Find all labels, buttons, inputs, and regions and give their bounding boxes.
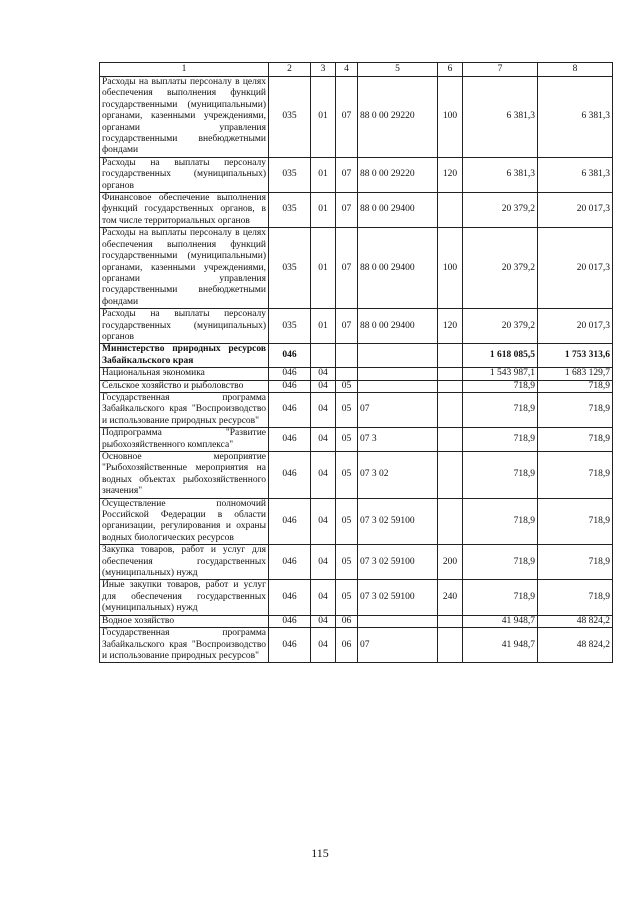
row-name-cell: Водное хозяйство (100, 615, 269, 627)
row-name-cell: Государственная программа Забайкальского края "Воспроизводство и использование природных ресурсов" (100, 392, 269, 427)
subsection-code-cell (336, 368, 358, 380)
row-name-cell: Осуществление полномочий Российской Федерации в области организации, регулирования и охраны водных биологических ресурсов (100, 498, 269, 545)
row-name-cell: Расходы на выплаты персоналу в целях обеспечения выполнения функций государственными (муниципальными) органами, казенными учреждениями, органами управления государственными внебюджетными фондами (100, 228, 269, 309)
amount-year1-cell: 6 381,3 (463, 157, 538, 192)
expense-type-cell (438, 452, 463, 499)
admin-code-cell: 046 (269, 392, 311, 427)
table-row (100, 392, 613, 427)
expense-type-cell: 240 (438, 580, 463, 615)
section-code-cell: 04 (311, 628, 336, 663)
row-name-cell: Иные закупки товаров, работ и услуг для обеспечения государственных (муниципальных) нужд (100, 580, 269, 615)
table-row (100, 157, 613, 192)
amount-year1-cell: 718,9 (463, 380, 538, 392)
expense-type-cell (438, 368, 463, 380)
amount-year1-cell: 41 948,7 (463, 615, 538, 627)
row-name-cell: Государственная программа Забайкальского края "Воспроизводство и использование природных ресурсов" (100, 628, 269, 663)
admin-code-cell: 035 (269, 157, 311, 192)
column-header: 3 (311, 63, 336, 77)
target-article-cell: 07 (358, 628, 438, 663)
target-article-cell: 88 0 00 29220 (358, 157, 438, 192)
amount-year2-cell: 6 381,3 (538, 77, 613, 158)
target-article-cell: 07 3 02 59100 (358, 580, 438, 615)
amount-year1-cell: 1 543 987,1 (463, 368, 538, 380)
amount-year2-cell: 718,9 (538, 545, 613, 580)
subsection-code-cell: 07 (336, 157, 358, 192)
table-row (100, 77, 613, 158)
admin-code-cell: 046 (269, 545, 311, 580)
table-row (100, 452, 613, 499)
amount-year2-cell: 718,9 (538, 580, 613, 615)
table-row (100, 380, 613, 392)
admin-code-cell: 035 (269, 228, 311, 309)
section-code-cell: 01 (311, 157, 336, 192)
target-article-cell: 07 3 02 59100 (358, 545, 438, 580)
amount-year2-cell: 20 017,3 (538, 228, 613, 309)
amount-year1-cell: 718,9 (463, 545, 538, 580)
section-code-cell: 04 (311, 392, 336, 427)
section-code-cell: 01 (311, 193, 336, 228)
admin-code-cell: 035 (269, 77, 311, 158)
amount-year2-cell: 1 753 313,6 (538, 344, 613, 368)
amount-year1-cell: 1 618 085,5 (463, 344, 538, 368)
table-row (100, 498, 613, 545)
expense-type-cell (438, 380, 463, 392)
row-name-cell: Министерство природных ресурсов Забайкальского края (100, 344, 269, 368)
row-name-cell: Национальная экономика (100, 368, 269, 380)
subsection-code-cell: 05 (336, 380, 358, 392)
amount-year1-cell: 20 379,2 (463, 309, 538, 344)
column-header: 7 (463, 63, 538, 77)
table-row (100, 428, 613, 452)
expense-type-cell (438, 498, 463, 545)
amount-year2-cell: 20 017,3 (538, 193, 613, 228)
section-code-cell: 04 (311, 545, 336, 580)
target-article-cell (358, 368, 438, 380)
row-name-cell: Финансовое обеспечение выполнения функций государственных органов, в том числе территориальных органов (100, 193, 269, 228)
column-header: 4 (336, 63, 358, 77)
amount-year1-cell: 41 948,7 (463, 628, 538, 663)
row-name-cell: Расходы на выплаты персоналу государственных (муниципальных) органов (100, 157, 269, 192)
table-row (100, 228, 613, 309)
amount-year1-cell: 20 379,2 (463, 228, 538, 309)
column-header: 5 (358, 63, 438, 77)
row-name-cell: Основное мероприятие "Рыбохозяйственные мероприятия на водных объектах рыбохозяйственного значения" (100, 452, 269, 499)
section-code-cell: 01 (311, 228, 336, 309)
amount-year2-cell: 48 824,2 (538, 615, 613, 627)
row-name-cell: Расходы на выплаты персоналу в целях обеспечения выполнения функций государственными (муниципальными) органами, казенными учреждениями, органами управления государственными внебюджетными фондами (100, 77, 269, 158)
target-article-cell: 07 3 (358, 428, 438, 452)
amount-year2-cell: 20 017,3 (538, 309, 613, 344)
amount-year1-cell: 6 381,3 (463, 77, 538, 158)
amount-year2-cell: 718,9 (538, 428, 613, 452)
admin-code-cell: 046 (269, 498, 311, 545)
budget-table (99, 62, 613, 663)
amount-year2-cell: 6 381,3 (538, 157, 613, 192)
expense-type-cell: 100 (438, 77, 463, 158)
table-header-row (100, 63, 613, 77)
target-article-cell (358, 344, 438, 368)
section-code-cell: 04 (311, 380, 336, 392)
table-row (100, 580, 613, 615)
target-article-cell: 88 0 00 29220 (358, 77, 438, 158)
section-code-cell: 04 (311, 615, 336, 627)
amount-year2-cell: 718,9 (538, 452, 613, 499)
section-code-cell: 04 (311, 368, 336, 380)
admin-code-cell: 046 (269, 615, 311, 627)
admin-code-cell: 046 (269, 580, 311, 615)
table-row (100, 193, 613, 228)
expense-type-cell (438, 428, 463, 452)
subsection-code-cell: 07 (336, 309, 358, 344)
amount-year1-cell: 718,9 (463, 452, 538, 499)
amount-year2-cell: 718,9 (538, 380, 613, 392)
table-row (100, 545, 613, 580)
subsection-code-cell: 07 (336, 77, 358, 158)
table-row (100, 344, 613, 368)
admin-code-cell: 046 (269, 452, 311, 499)
row-name-cell: Закупка товаров, работ и услуг для обеспечения государственных (муниципальных) нужд (100, 545, 269, 580)
amount-year1-cell: 20 379,2 (463, 193, 538, 228)
admin-code-cell: 046 (269, 628, 311, 663)
target-article-cell: 88 0 00 29400 (358, 309, 438, 344)
table-row (100, 615, 613, 627)
column-header: 2 (269, 63, 311, 77)
target-article-cell: 88 0 00 29400 (358, 228, 438, 309)
target-article-cell (358, 380, 438, 392)
expense-type-cell (438, 628, 463, 663)
column-header: 1 (100, 63, 269, 77)
admin-code-cell: 035 (269, 309, 311, 344)
section-code-cell: 04 (311, 580, 336, 615)
subsection-code-cell: 06 (336, 628, 358, 663)
subsection-code-cell: 07 (336, 193, 358, 228)
expense-type-cell (438, 615, 463, 627)
subsection-code-cell: 06 (336, 615, 358, 627)
section-code-cell: 01 (311, 309, 336, 344)
section-code-cell (311, 344, 336, 368)
amount-year2-cell: 1 683 129,7 (538, 368, 613, 380)
table-body (100, 77, 613, 663)
subsection-code-cell: 05 (336, 392, 358, 427)
expense-type-cell: 120 (438, 309, 463, 344)
expense-type-cell (438, 392, 463, 427)
target-article-cell: 07 (358, 392, 438, 427)
subsection-code-cell: 07 (336, 228, 358, 309)
page-number: 115 (311, 846, 329, 860)
amount-year1-cell: 718,9 (463, 498, 538, 545)
expense-type-cell (438, 344, 463, 368)
row-name-cell: Сельское хозяйство и рыболовство (100, 380, 269, 392)
expense-type-cell: 120 (438, 157, 463, 192)
target-article-cell (358, 615, 438, 627)
target-article-cell: 07 3 02 (358, 452, 438, 499)
table-row (100, 309, 613, 344)
subsection-code-cell (336, 344, 358, 368)
subsection-code-cell: 05 (336, 452, 358, 499)
amount-year2-cell: 718,9 (538, 498, 613, 545)
admin-code-cell: 046 (269, 428, 311, 452)
section-code-cell: 04 (311, 452, 336, 499)
expense-type-cell (438, 193, 463, 228)
section-code-cell: 01 (311, 77, 336, 158)
subsection-code-cell: 05 (336, 545, 358, 580)
amount-year2-cell: 48 824,2 (538, 628, 613, 663)
admin-code-cell: 046 (269, 344, 311, 368)
admin-code-cell: 046 (269, 368, 311, 380)
subsection-code-cell: 05 (336, 428, 358, 452)
expense-type-cell: 100 (438, 228, 463, 309)
table-row (100, 628, 613, 663)
expense-type-cell: 200 (438, 545, 463, 580)
section-code-cell: 04 (311, 498, 336, 545)
amount-year2-cell: 718,9 (538, 392, 613, 427)
admin-code-cell: 046 (269, 380, 311, 392)
target-article-cell: 07 3 02 59100 (358, 498, 438, 545)
table-row (100, 368, 613, 380)
row-name-cell: Расходы на выплаты персоналу государственных (муниципальных) органов (100, 309, 269, 344)
column-header: 8 (538, 63, 613, 77)
subsection-code-cell: 05 (336, 580, 358, 615)
subsection-code-cell: 05 (336, 498, 358, 545)
amount-year1-cell: 718,9 (463, 428, 538, 452)
column-header: 6 (438, 63, 463, 77)
target-article-cell: 88 0 00 29400 (358, 193, 438, 228)
section-code-cell: 04 (311, 428, 336, 452)
amount-year1-cell: 718,9 (463, 580, 538, 615)
row-name-cell: Подпрограмма "Развитие рыбохозяйственного комплекса" (100, 428, 269, 452)
amount-year1-cell: 718,9 (463, 392, 538, 427)
admin-code-cell: 035 (269, 193, 311, 228)
